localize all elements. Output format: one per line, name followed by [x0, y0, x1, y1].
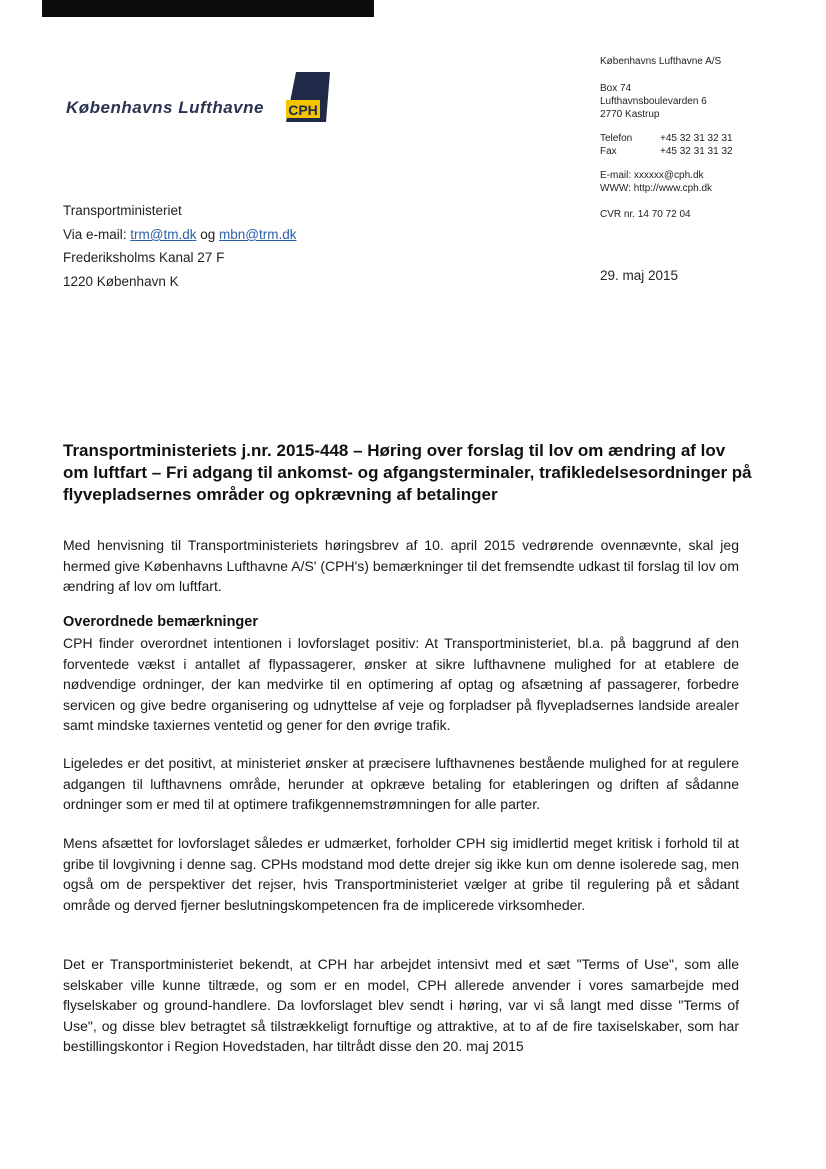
intro-paragraph: Med henvisning til Transportministeriets høringsbrev af 10. april 2015 vedrørende ovennævnte, skal jeg hermed give Københavns Lufthavne A/S' (CPH's) bemærkninger til det fremsendte udkast til forslag til lov om ændring af lov om luftfart. [63, 537, 739, 594]
sender-www: WWW: http://www.cph.dk [600, 183, 713, 194]
redaction-bar [42, 0, 374, 17]
recipient-email-link-2[interactable]: mbn@trm.dk [219, 227, 297, 242]
cph-logo-text: CPH [288, 102, 318, 118]
phone-row [600, 132, 733, 145]
body-paragraph: Det er Transportministeriet bekendt, at CPH har arbejdet intensivt med et sæt "Terms of Use", som alle selskaber ville kunne tiltræde, og som er en model, CPH allerede anvender i vores samarbejde med flyselskaber og ground-handlere. Da lovforslaget blev sendt i høring, var vi så langt med disse "Terms of Use", og disse blev betragtet så tilstrækkeligt fornuftige og attraktive, at to af de fire taxiselskaber, som har bestillingskontor i Region Hovedstaden, har tiltrådt disse den 20. maj 2015 [63, 956, 739, 1054]
letter-date: 29. maj 2015 [600, 268, 679, 283]
cph-logo-icon [282, 72, 330, 122]
sender-web [600, 169, 712, 195]
phone-label: Telefon [600, 133, 633, 144]
recipient-email-join: og [196, 227, 220, 242]
company-logo-text: Københavns Lufthavne [66, 98, 264, 117]
sender-address-line: Lufthavnsboulevarden 6 [600, 96, 707, 107]
sender-company: Københavns Lufthavne A/S [600, 56, 722, 67]
fax-label: Fax [600, 146, 617, 157]
sender-address [600, 82, 707, 121]
recipient-name: Transportministeriet [63, 203, 182, 218]
sender-address-line: 2770 Kastrup [600, 109, 660, 120]
sender-address-line: Box 74 [600, 83, 632, 94]
sender-phone-fax [600, 132, 733, 158]
fax-value: +45 32 31 31 32 [660, 146, 733, 157]
letter-subject: Transportministeriets j.nr. 2015-448 – Høring over forslag til lov om ændring af lov om luftfart – Fri adgang til ankomst- og afgangsterminaler, trafikledelsesordninger på flyvepladsernes områder og opkrævning af betalinger [63, 441, 752, 504]
sender-email: E-mail: xxxxxx@cph.dk [600, 170, 704, 181]
recipient-email-line [63, 227, 296, 242]
recipient-email-prefix: Via e-mail: [63, 227, 131, 242]
body-paragraph: Ligeledes er det positivt, at ministeriet ønsker at præcisere lufthavnenes bestående mulighed for at regulere adgangen til lufthavnens område, herunder at opkræve betaling for etableringen og driften af sådanne ordninger som er med til at optimere trafikgennemstrømningen for alle parter. [63, 755, 739, 812]
recipient-street: Frederiksholms Kanal 27 F [63, 250, 225, 265]
section-heading: Overordnede bemærkninger [63, 614, 258, 630]
body-paragraph: Mens afsættet for lovforslaget således er udmærket, forholder CPH sig imidlertid meget kritisk i forhold til at gribe til lovgivning i denne sag. CPHs modstand mod dette drejer sig ikke kun om denne isolerede sag, men også om de perspektiver det rejser, hvis Transportministeriet vælger at gribe til regulering på et sådant område og derved fjerner beslutningskompetencen fra de implicerede virksomheder. [63, 835, 739, 913]
sender-cvr: CVR nr. 14 70 72 04 [600, 209, 691, 220]
phone-value: +45 32 31 32 31 [660, 133, 733, 144]
fax-row [600, 145, 733, 158]
body-paragraph: CPH finder overordnet intentionen i lovforslaget positiv: At Transportministeriet, bl.a. på baggrund af den forventede vækst i antallet af flypassagerer, ønsker at sikre lufthavnene mulighed for at etablere de nødvendige ordninger, der kan medvirke til en optimering af optag og afsætning af passagerer, forbedre servicen og give bedre organisering og udnyttelse af veje og forpladser på flyvepladsernes landside arealer samt mindske taxiernes ventetid og gener for den øvrige trafik. [63, 635, 739, 733]
recipient-email-link-1[interactable]: trm@tm.dk [130, 227, 197, 242]
recipient-city: 1220 København K [63, 274, 179, 289]
